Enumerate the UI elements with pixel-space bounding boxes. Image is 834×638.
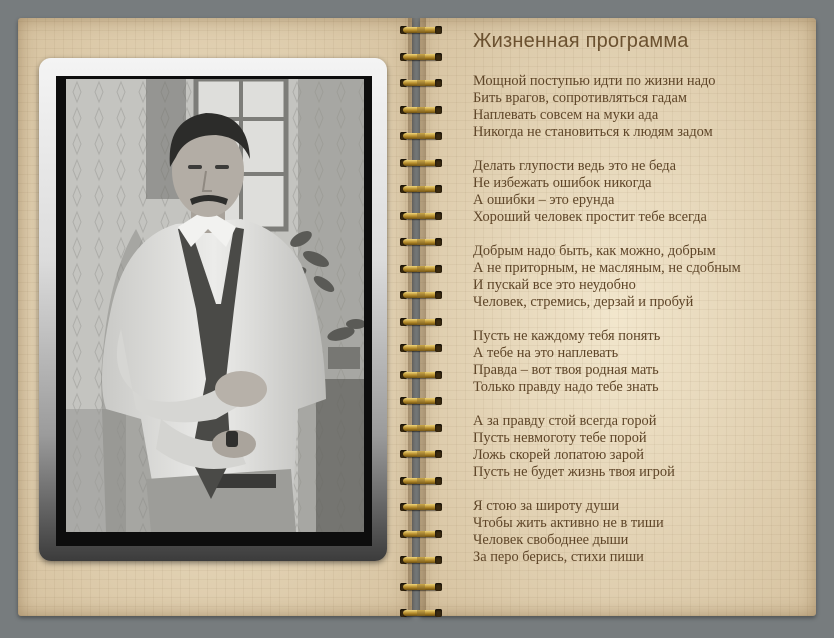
spiral-ring (398, 475, 444, 487)
poem-line: А тебе на это наплевать (473, 345, 619, 361)
spiral-ring (398, 607, 444, 619)
spiral-ring (398, 210, 444, 222)
spiral-ring (398, 422, 444, 434)
poem-body (473, 73, 803, 583)
poem-line: Наплевать совсем на муки ада (473, 107, 659, 123)
spiral-ring (398, 369, 444, 381)
spiral-ring (398, 448, 444, 460)
spiral-ring (398, 130, 444, 142)
poem-line: Никогда не становиться к людям задом (473, 124, 713, 140)
stanza (473, 413, 803, 481)
spiral-ring (398, 528, 444, 540)
poem-line: Правда – вот твоя родная мать (473, 362, 659, 378)
spiral-ring (398, 157, 444, 169)
poem-line: Только правду надо тебе знать (473, 379, 659, 395)
poem-line: Человек, стремись, дерзай и пробуй (473, 294, 694, 310)
poem-line: Хороший человек простит тебе всегда (473, 209, 707, 225)
spiral-ring (398, 316, 444, 328)
spiral-ring (398, 395, 444, 407)
poem-line: Делать глупости ведь это не беда (473, 158, 676, 174)
spiral-ring (398, 236, 444, 248)
poem-line: А за правду стой всегда горой (473, 413, 657, 429)
poem-line: Я стою за широту души (473, 498, 620, 514)
spiral-ring (398, 24, 444, 36)
spiral-binding (398, 18, 444, 616)
spiral-ring (398, 581, 444, 593)
poem-title: Жизненная программа (473, 30, 689, 52)
poem-line: А ошибки – это ерунда (473, 192, 615, 208)
spiral-ring (398, 554, 444, 566)
spiral-ring (398, 501, 444, 513)
stanza (473, 328, 803, 396)
poem-line: Бить врагов, сопротивляться гадам (473, 90, 687, 106)
stanza (473, 73, 803, 141)
portrait-photo-icon (66, 79, 364, 532)
poem-line: Ложь скорей лопатою зарой (473, 447, 644, 463)
spiral-ring (398, 104, 444, 116)
spiral-ring (398, 263, 444, 275)
poem-line: Мощной поступью идти по жизни надо (473, 73, 716, 89)
stanza (473, 243, 803, 311)
stanza (473, 498, 803, 566)
spiral-ring (398, 289, 444, 301)
portrait-photo (66, 79, 364, 532)
poem-line: Чтобы жить активно не в тиши (473, 515, 664, 531)
poem-line: Добрым надо быть, как можно, добрым (473, 243, 716, 259)
spiral-ring (398, 51, 444, 63)
poem-line: Не избежать ошибок никогда (473, 175, 652, 191)
poem-line: Пусть не будет жизнь твоя игрой (473, 464, 675, 480)
spiral-ring (398, 183, 444, 195)
stanza (473, 158, 803, 226)
poem-line: Человек свободнее дыши (473, 532, 629, 548)
spiral-ring (398, 77, 444, 89)
poem-line: И пускай все это неудобно (473, 277, 636, 293)
poem-line: А не приторным, не масляным, не сдобным (473, 260, 741, 276)
poem-line: Пусть не каждому тебя понять (473, 328, 661, 344)
poem-line: За перо берись, стихи пиши (473, 549, 644, 565)
poem-line: Пусть невмоготу тебе порой (473, 430, 647, 446)
spiral-ring (398, 342, 444, 354)
